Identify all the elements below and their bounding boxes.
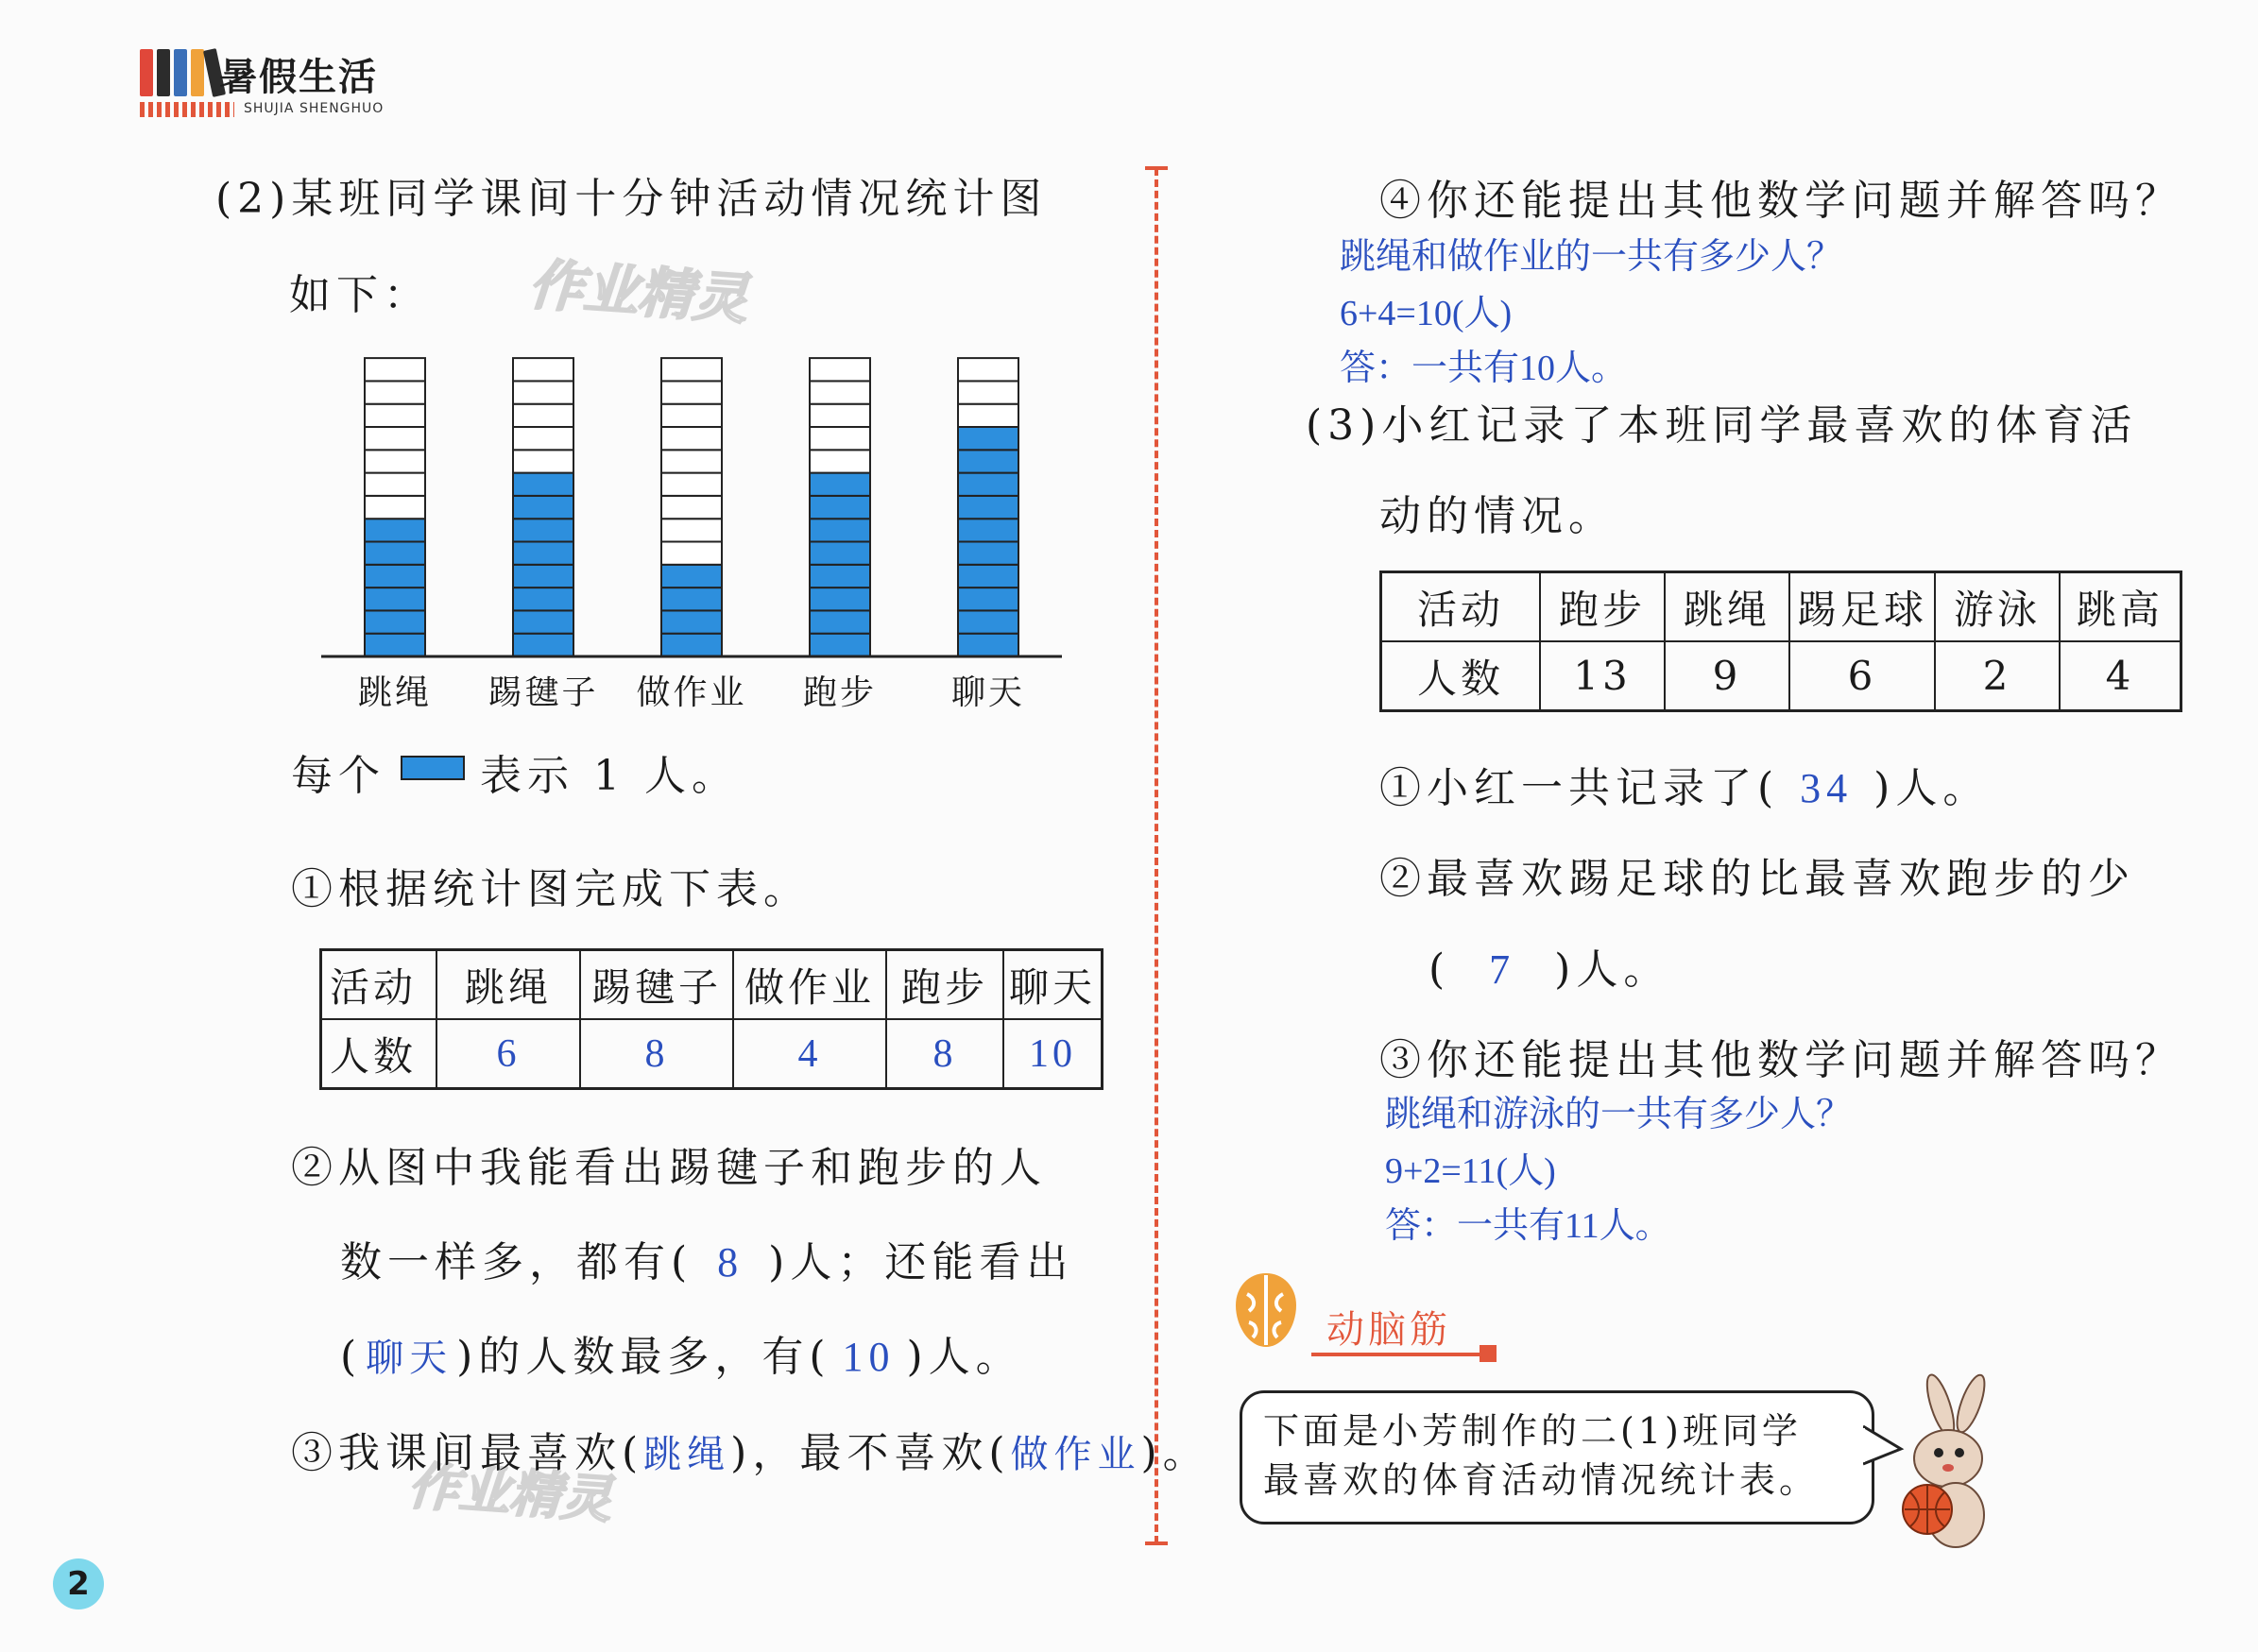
text: 数一样多，都有( [340, 1238, 693, 1286]
bar-unit-empty [365, 496, 425, 519]
bar-unit-filled [365, 610, 425, 633]
text: )，最不喜欢( [730, 1429, 1011, 1477]
book-subtitle: SHUJIA SHENGHUO [244, 101, 385, 116]
text: ③我课间最喜欢( [291, 1429, 644, 1477]
book-spine [157, 49, 170, 96]
book-title: 暑假生活 [219, 56, 378, 99]
answer-blank[interactable]: 做作业 [1010, 1433, 1141, 1475]
bar-unit-empty [810, 404, 870, 427]
question-3-2-cont [1428, 935, 1670, 996]
handwritten-answer[interactable]: 跳绳和游泳的一共有多少人？ [1385, 1095, 1853, 1134]
bar-unit-filled [810, 634, 870, 656]
question-3-title-cont: 动的情况。 [1379, 492, 1616, 540]
x-tick-label: 跳绳 [357, 673, 433, 708]
bar-unit-filled [661, 634, 722, 656]
bar-unit-filled [810, 565, 870, 588]
table-cell: 4 [2060, 641, 2181, 711]
page-number: 2 [53, 1558, 104, 1609]
bar-unit-filled [365, 634, 425, 656]
bar-unit-empty [661, 496, 722, 519]
brain-icon [1228, 1268, 1304, 1353]
question-2-2-cont [340, 1228, 1073, 1288]
text: )人。 [906, 1333, 1023, 1381]
bar-unit-empty [661, 427, 722, 450]
bar-unit-filled [958, 588, 1018, 610]
bar-unit-filled [958, 473, 1018, 496]
x-tick-label: 聊天 [950, 673, 1026, 708]
question-2-1: ①根据统计图完成下表。 [291, 865, 811, 913]
bar-unit-empty [513, 381, 573, 403]
book-spine [140, 49, 153, 96]
bar-unit-empty [661, 358, 722, 381]
table-cell: 跳高 [2060, 572, 2181, 642]
question-2-title-cont: 如下： [289, 271, 431, 319]
text: ①小红一共记录了( [1379, 764, 1780, 812]
bar-unit-filled [661, 565, 722, 588]
question-3-1 [1379, 754, 1990, 814]
answer-cell[interactable]: 8 [886, 1019, 1003, 1089]
bar-unit-filled [513, 496, 573, 519]
question-2-3 [291, 1419, 1210, 1479]
text: )人；还能看出 [768, 1238, 1074, 1286]
legend-swatch [401, 756, 465, 780]
bar-unit-empty [513, 404, 573, 427]
table-cell: 跳绳 [1665, 572, 1789, 642]
bar-unit-filled [958, 427, 1018, 450]
bar-unit-filled [958, 565, 1018, 588]
table-cell: 活动 [321, 950, 437, 1020]
question-2-2-cont [340, 1322, 1023, 1383]
sports-table [1379, 571, 2182, 712]
table-cell: 游泳 [1935, 572, 2060, 642]
logo-dots [140, 111, 234, 117]
bar-unit-empty [365, 427, 425, 450]
table-cell: 踢足球 [1789, 572, 1935, 642]
handwritten-answer[interactable]: 跳绳和做作业的一共有多少人？ [1340, 237, 1843, 277]
answer-blank[interactable]: 7 [1489, 946, 1516, 993]
brain-teaser-title: 动脑筋 [1326, 1308, 1451, 1352]
bar-unit-filled [513, 519, 573, 541]
answer-cell[interactable]: 6 [436, 1019, 580, 1089]
question-3-3: ③你还能提出其他数学问题并解答吗？ [1379, 1036, 2182, 1084]
table-cell: 做作业 [733, 950, 886, 1020]
divider-cap [1145, 1541, 1168, 1545]
x-tick-label: 踢毽子 [488, 673, 599, 708]
text: )的人数最多，有( [456, 1333, 831, 1381]
bar-unit-empty [661, 473, 722, 496]
bar-unit-empty [661, 519, 722, 541]
table-cell: 聊天 [1003, 950, 1103, 1020]
bar-unit-empty [810, 381, 870, 403]
table-row [321, 1019, 1103, 1089]
legend-suffix: 表示 1 人。 [480, 752, 739, 800]
table-cell: 人数 [1381, 641, 1541, 711]
table-cell: 跳绳 [436, 950, 580, 1020]
bar-unit-filled [958, 519, 1018, 541]
question-2-title: (2)某班同学课间十分钟活动情况统计图 [215, 175, 1048, 223]
question-3-2: ②最喜欢踢足球的比最喜欢跑步的少 [1379, 855, 2135, 903]
text: ( [340, 1333, 363, 1381]
question-3-title: (3)小红记录了本班同学最喜欢的体育活 [1306, 401, 2138, 450]
bar-unit-filled [513, 473, 573, 496]
table-cell: 跑步 [886, 950, 1003, 1020]
bar-unit-filled [661, 588, 722, 610]
title-underline [1311, 1353, 1487, 1356]
table-cell: 2 [1935, 641, 2060, 711]
bar-unit-filled [810, 610, 870, 633]
table-cell: 活动 [1381, 572, 1541, 642]
answer-blank[interactable]: 8 [717, 1239, 744, 1286]
bar-unit-empty [958, 404, 1018, 427]
table-cell: 9 [1665, 641, 1789, 711]
question-4: ④你还能提出其他数学问题并解答吗？ [1379, 177, 2182, 225]
bubble-line: 最喜欢的体育活动情况统计表。 [1263, 1459, 1820, 1501]
table-header-row [321, 950, 1103, 1020]
logo-dots [140, 102, 234, 111]
bar-unit-filled [810, 519, 870, 541]
text: ( [1428, 945, 1451, 994]
bar-unit-empty [958, 358, 1018, 381]
bar-unit-filled [365, 519, 425, 541]
bar-unit-empty [958, 381, 1018, 403]
answer-blank[interactable]: 聊天 [366, 1337, 453, 1379]
text: )人。 [1873, 764, 1991, 812]
bar-unit-filled [513, 565, 573, 588]
x-tick-label: 跑步 [802, 673, 878, 708]
bar-unit-filled [513, 588, 573, 610]
answer-blank[interactable]: 跳绳 [643, 1433, 731, 1475]
speech-bubble [1240, 1390, 1874, 1524]
bar-unit-empty [513, 427, 573, 450]
bar-unit-empty [661, 404, 722, 427]
bar-unit-filled [513, 610, 573, 633]
bar-unit-empty [513, 450, 573, 472]
bar-unit-empty [365, 450, 425, 472]
answer-blank[interactable]: 34 [1800, 765, 1854, 811]
table-cell: 跑步 [1540, 572, 1665, 642]
handwritten-answer[interactable]: 6+4=10(人) [1340, 294, 1513, 333]
table-cell: 6 [1789, 641, 1935, 711]
bar-unit-empty [365, 404, 425, 427]
bar-unit-filled [365, 565, 425, 588]
answer-blank[interactable]: 10 [842, 1334, 896, 1380]
bar-unit-filled [958, 496, 1018, 519]
table-cell: 13 [1540, 641, 1665, 711]
bar-unit-empty [365, 473, 425, 496]
table-row [1381, 641, 2181, 711]
answer-cell[interactable]: 10 [1003, 1019, 1103, 1089]
bar-unit-empty [810, 427, 870, 450]
bar-unit-filled [365, 588, 425, 610]
divider-cap [1145, 166, 1168, 170]
text: )。 [1140, 1429, 1210, 1477]
legend-prefix: 每个 [291, 752, 385, 800]
rabbit-mascot-icon [1893, 1371, 2007, 1560]
table-cell: 人数 [321, 1019, 437, 1089]
bar-unit-filled [513, 542, 573, 565]
book-spine [174, 49, 187, 96]
bar-unit-empty [365, 358, 425, 381]
bar-unit-empty [661, 450, 722, 472]
bar-unit-filled [958, 610, 1018, 633]
watermark: 作业精灵 [526, 251, 750, 332]
bar-unit-filled [513, 634, 573, 656]
handwritten-answer[interactable]: 9+2=11(人) [1385, 1151, 1556, 1191]
x-tick-label: 做作业 [636, 673, 747, 708]
table-header-row [1381, 572, 2181, 642]
bar-unit-empty [810, 450, 870, 472]
bar-unit-filled [810, 496, 870, 519]
books-logo-icon [140, 49, 221, 96]
page-divider [1155, 168, 1158, 1543]
title-marker [1480, 1345, 1497, 1362]
bar-unit-filled [810, 473, 870, 496]
text: )人。 [1554, 945, 1671, 994]
bar-unit-empty [810, 358, 870, 381]
bubble-line: 下面是小芳制作的二(1)班同学 [1263, 1410, 1802, 1452]
bar-unit-filled [365, 542, 425, 565]
bar-unit-empty [661, 542, 722, 565]
bar-unit-empty [513, 358, 573, 381]
bar-chart [312, 349, 1077, 708]
bar-unit-filled [810, 542, 870, 565]
bar-unit-filled [810, 588, 870, 610]
bar-unit-filled [958, 634, 1018, 656]
handwritten-answer[interactable]: 答：一共有11人。 [1385, 1206, 1671, 1246]
handwritten-answer[interactable]: 答：一共有10人。 [1340, 349, 1628, 388]
answer-cell[interactable]: 4 [733, 1019, 886, 1089]
bar-unit-filled [661, 610, 722, 633]
question-2-2: ②从图中我能看出踢毽子和跑步的人 [291, 1144, 1047, 1192]
bar-unit-filled [958, 450, 1018, 472]
bar-unit-filled [958, 542, 1018, 565]
answer-cell[interactable]: 8 [580, 1019, 733, 1089]
bar-unit-empty [661, 381, 722, 403]
book-spine [191, 49, 204, 96]
table-cell: 踢毽子 [580, 950, 733, 1020]
bar-unit-empty [365, 381, 425, 403]
activity-table [319, 948, 1103, 1090]
watermark: 作业精灵 [405, 1456, 614, 1530]
